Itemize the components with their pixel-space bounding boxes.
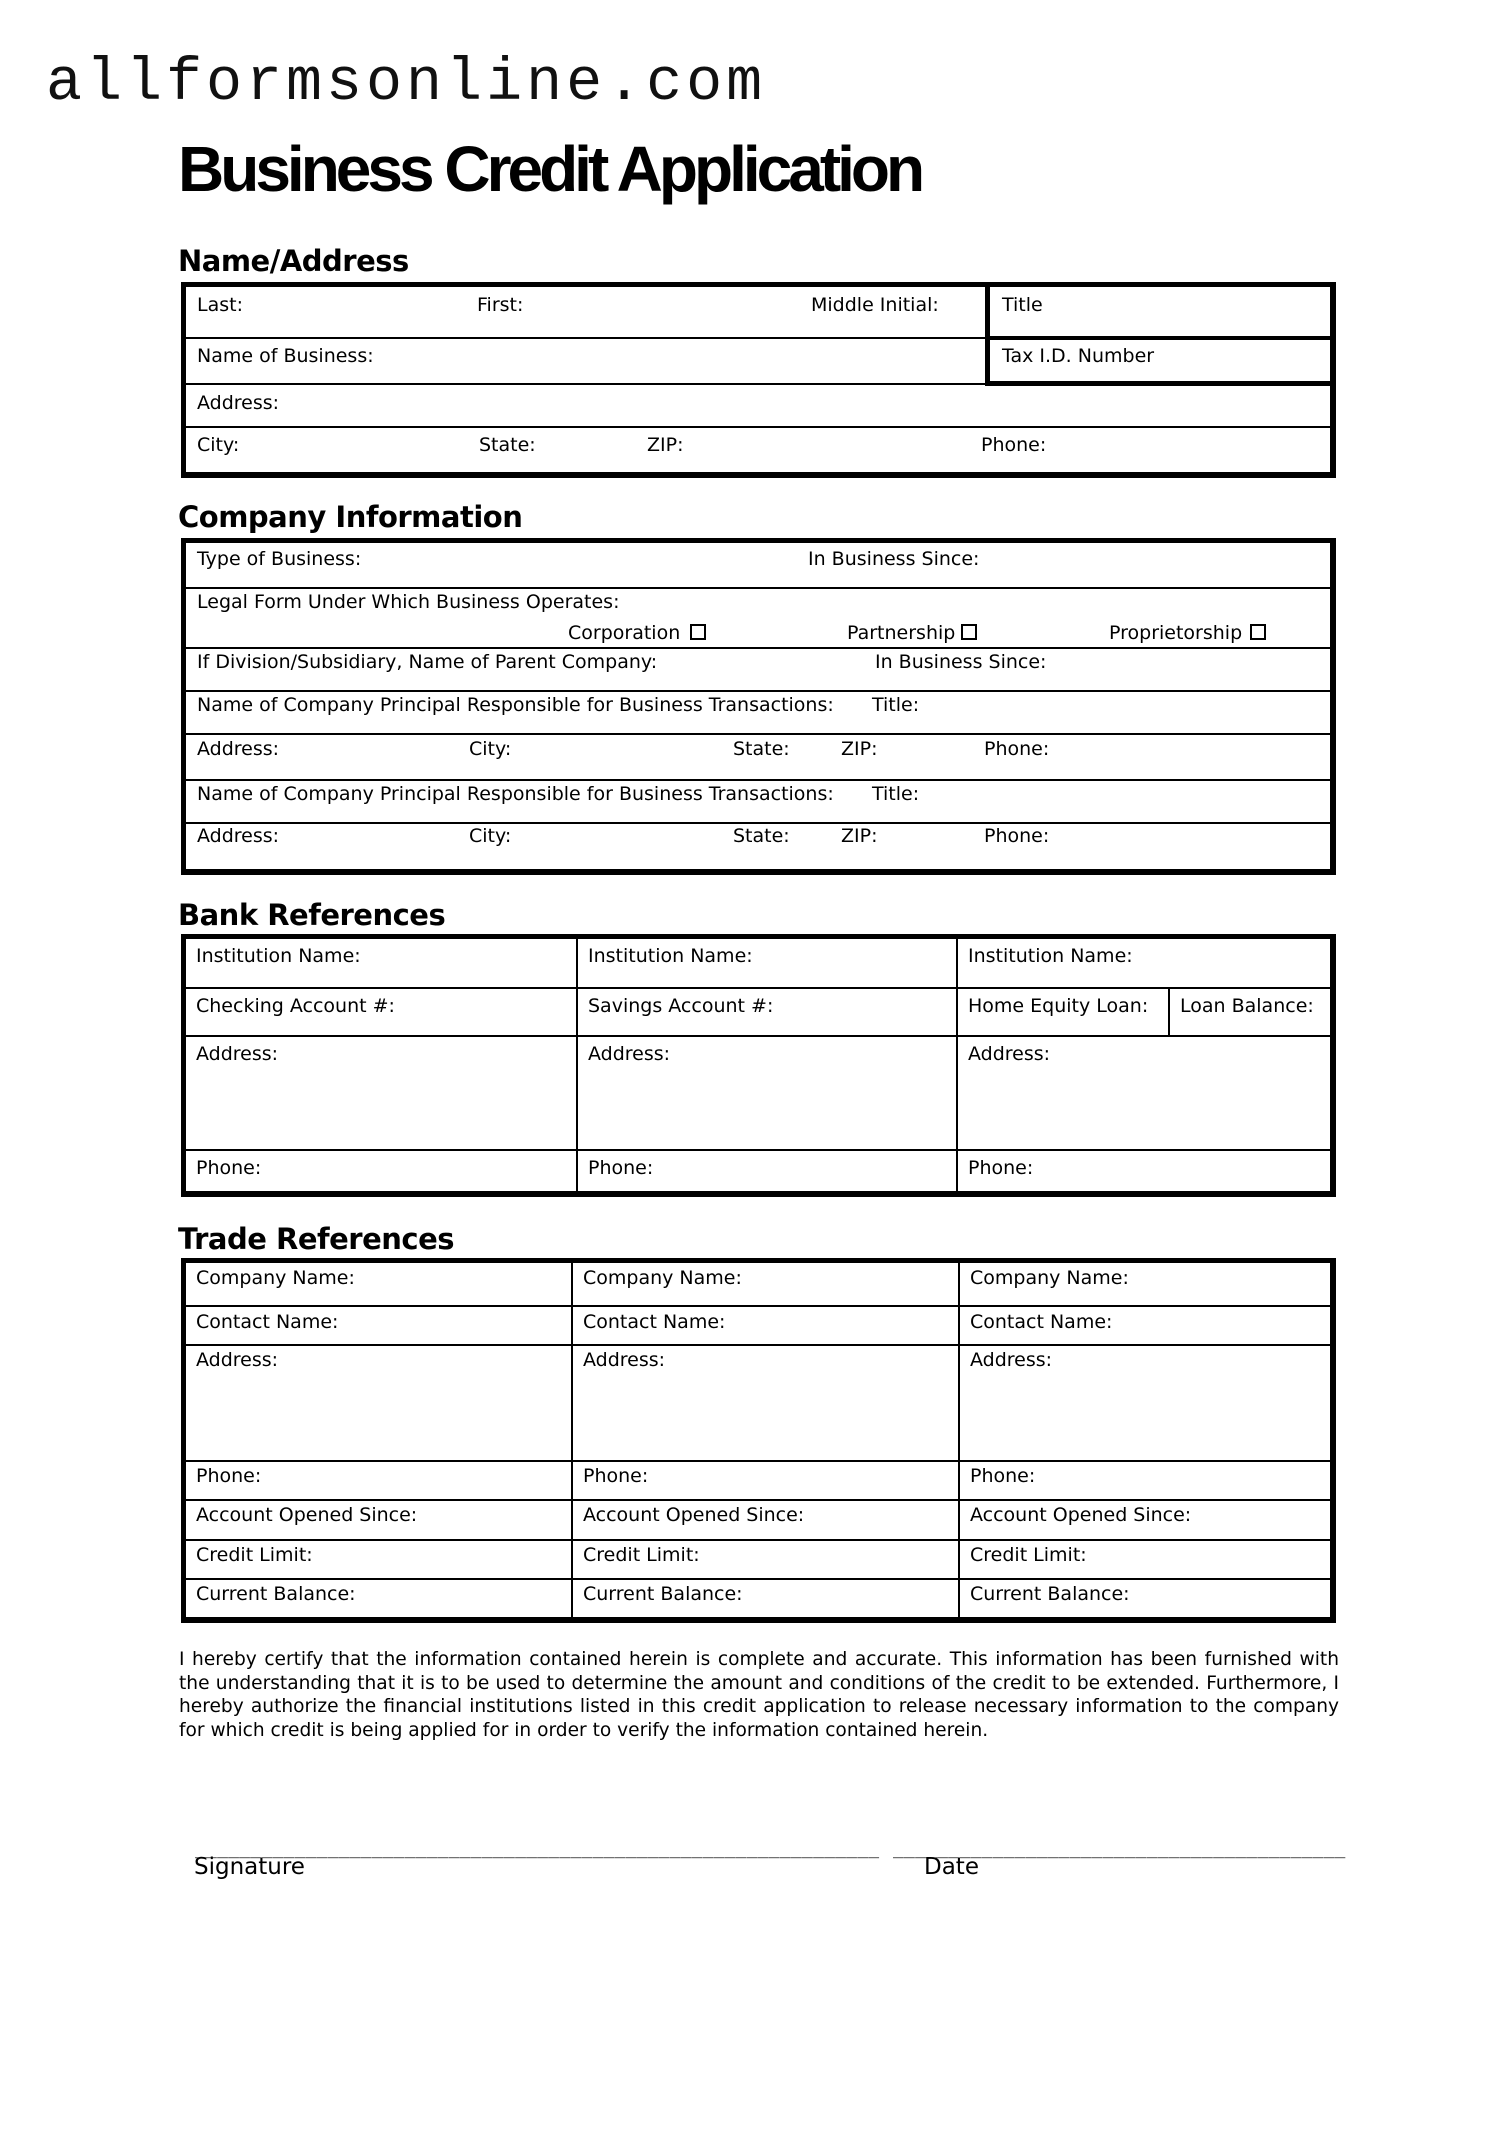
trade-2-contact[interactable] — [573, 1307, 960, 1346]
trade-3-contact-label: Contact Name: — [970, 1311, 1113, 1333]
bank-2-address-label: Address: — [588, 1043, 671, 1065]
principal-2-address-field[interactable]: Address: — [197, 825, 280, 847]
phone-field[interactable]: Phone: — [981, 434, 1047, 456]
signature-label: Signature — [194, 1854, 305, 1880]
trade-2-company[interactable] — [573, 1263, 960, 1307]
type-of-business-field[interactable]: Type of Business: — [197, 548, 362, 570]
city-field[interactable]: City: — [197, 434, 240, 456]
trade-refs-section — [181, 1258, 1336, 1623]
bank-1-phone[interactable] — [186, 1151, 578, 1191]
tax-id-divider — [985, 337, 990, 385]
date-line[interactable]: _________________________________________ — [893, 1838, 1346, 1859]
company-info-heading: Company Information — [178, 500, 523, 534]
bank-1-address-label: Address: — [196, 1043, 279, 1065]
principal-2-state-field[interactable]: State: — [733, 825, 790, 847]
bank-3-phone-label: Phone: — [968, 1157, 1034, 1179]
trade-2-opened[interactable] — [573, 1501, 960, 1541]
trade-2-credit-limit-label: Credit Limit: — [583, 1544, 700, 1566]
trade-2-phone[interactable] — [573, 1462, 960, 1501]
trade-3-phone[interactable] — [960, 1462, 1330, 1501]
bank-1-checking[interactable] — [186, 989, 578, 1037]
bank-2-phone-label: Phone: — [588, 1157, 654, 1179]
bank-3-loan-balance-label: Loan Balance: — [1180, 995, 1314, 1017]
parent-since-field[interactable]: In Business Since: — [875, 651, 1047, 673]
proprietorship-option[interactable] — [1109, 622, 1266, 644]
trade-3-company[interactable] — [960, 1263, 1330, 1307]
trade-3-opened-label: Account Opened Since: — [970, 1504, 1192, 1526]
bank-refs-section — [181, 934, 1336, 1197]
certification-text: I hereby certify that the information contained herein is complete and accurate. This information has been furnished with the understanding that it is to be used to determine the amount and conditions of the credit to be extended. Furthermore, I hereby authorize the financial institutions listed in this credit application to release necessary information to the company for which credit is being applied for in order to verify the information contained herein. — [179, 1649, 1339, 1741]
trade-1-balance[interactable] — [186, 1580, 573, 1617]
principal-2-row — [186, 781, 1330, 824]
bank-3-institution[interactable] — [958, 939, 1330, 989]
trade-1-company[interactable] — [186, 1263, 573, 1307]
bank-3-home-equity-label: Home Equity Loan: — [968, 995, 1149, 1017]
partnership-checkbox[interactable] — [961, 624, 977, 640]
trade-1-address-label: Address: — [196, 1349, 279, 1371]
trade-2-balance[interactable] — [573, 1580, 960, 1617]
title-field[interactable]: Title — [1002, 294, 1043, 316]
company-info-section — [181, 538, 1336, 875]
watermark: allformsonline.com — [46, 50, 767, 118]
bank-1-checking-label: Checking Account #: — [196, 995, 395, 1017]
type-row — [186, 543, 1330, 589]
bank-1-address[interactable] — [186, 1037, 578, 1151]
title-divider — [985, 287, 990, 337]
bank-2-phone[interactable] — [578, 1151, 958, 1191]
form-title: Business Credit Application — [178, 133, 922, 205]
in-business-since-field[interactable]: In Business Since: — [808, 548, 980, 570]
bank-1-phone-label: Phone: — [196, 1157, 262, 1179]
bank-3-address-label: Address: — [968, 1043, 1051, 1065]
trade-2-balance-label: Current Balance: — [583, 1583, 743, 1605]
last-name-field[interactable]: Last: — [197, 294, 243, 316]
principal-1-phone-field[interactable]: Phone: — [984, 738, 1050, 760]
principal-1-row — [186, 692, 1330, 735]
business-name-row — [186, 339, 1330, 385]
name-address-section — [181, 282, 1336, 478]
tax-id-field[interactable]: Tax I.D. Number — [1002, 345, 1155, 367]
principal-2-zip-field[interactable]: ZIP: — [841, 825, 878, 847]
tax-id-top-rule — [985, 336, 1330, 340]
legal-form-row — [186, 589, 1330, 649]
bank-refs-heading: Bank References — [178, 898, 446, 932]
trade-1-credit-limit-label: Credit Limit: — [196, 1544, 313, 1566]
trade-3-credit-limit-label: Credit Limit: — [970, 1544, 1087, 1566]
name-row — [186, 287, 1330, 339]
trade-3-address-label: Address: — [970, 1349, 1053, 1371]
bank-3-phone[interactable] — [958, 1151, 1330, 1191]
trade-1-contact[interactable] — [186, 1307, 573, 1346]
legal-form-label: Legal Form Under Which Business Operates: — [197, 591, 620, 613]
bank-1-institution-label: Institution Name: — [196, 945, 361, 967]
trade-3-contact[interactable] — [960, 1307, 1330, 1346]
trade-1-address[interactable] — [186, 1346, 573, 1462]
trade-1-balance-label: Current Balance: — [196, 1583, 356, 1605]
principal-2-city-field[interactable]: City: — [469, 825, 512, 847]
trade-3-company-label: Company Name: — [970, 1267, 1129, 1289]
partnership-label: Partnership — [847, 622, 956, 644]
trade-3-credit-limit[interactable] — [960, 1541, 1330, 1580]
trade-1-opened[interactable] — [186, 1501, 573, 1541]
trade-2-contact-label: Contact Name: — [583, 1311, 726, 1333]
trade-3-address[interactable] — [960, 1346, 1330, 1462]
proprietorship-label: Proprietorship — [1109, 622, 1243, 644]
bank-2-address[interactable] — [578, 1037, 958, 1151]
trade-3-balance[interactable] — [960, 1580, 1330, 1617]
corporation-label: Corporation — [568, 622, 681, 644]
principal-1-field[interactable]: Name of Company Principal Responsible for Business Transactions: — [197, 694, 834, 716]
trade-1-phone[interactable] — [186, 1462, 573, 1501]
principal-1-zip-field[interactable]: ZIP: — [841, 738, 878, 760]
principal-1-title-field[interactable]: Title: — [872, 694, 920, 716]
bank-2-institution[interactable] — [578, 939, 958, 989]
state-field[interactable]: State: — [479, 434, 536, 456]
principal-2-phone-field[interactable]: Phone: — [984, 825, 1050, 847]
trade-2-address[interactable] — [573, 1346, 960, 1462]
trade-1-contact-label: Contact Name: — [196, 1311, 339, 1333]
business-name-field[interactable]: Name of Business: — [197, 345, 374, 367]
trade-1-phone-label: Phone: — [196, 1465, 262, 1487]
trade-refs-heading: Trade References — [178, 1222, 455, 1256]
principal-2-address-row — [186, 824, 1330, 869]
zip-field[interactable]: ZIP: — [647, 434, 684, 456]
address-row — [186, 385, 1330, 428]
trade-2-credit-limit[interactable] — [573, 1541, 960, 1580]
first-name-field[interactable]: First: — [477, 294, 524, 316]
trade-1-opened-label: Account Opened Since: — [196, 1504, 418, 1526]
city-row — [186, 428, 1330, 472]
parent-company-field[interactable]: If Division/Subsidiary, Name of Parent Company: — [197, 651, 658, 673]
bank-2-institution-label: Institution Name: — [588, 945, 753, 967]
principal-1-address-row — [186, 735, 1330, 781]
principal-1-address-field[interactable]: Address: — [197, 738, 280, 760]
address-field[interactable]: Address: — [197, 392, 280, 414]
corporation-checkbox[interactable] — [690, 624, 706, 640]
trade-2-address-label: Address: — [583, 1349, 666, 1371]
principal-2-title-field[interactable]: Title: — [872, 783, 920, 805]
proprietorship-checkbox[interactable] — [1250, 624, 1266, 640]
trade-2-company-label: Company Name: — [583, 1267, 742, 1289]
trade-3-opened[interactable] — [960, 1501, 1330, 1541]
parent-company-row — [186, 649, 1330, 692]
bank-1-institution[interactable] — [186, 939, 578, 989]
partnership-option[interactable] — [847, 622, 977, 644]
principal-2-field[interactable]: Name of Company Principal Responsible for Business Transactions: — [197, 783, 834, 805]
principal-1-state-field[interactable]: State: — [733, 738, 790, 760]
bank-2-savings-label: Savings Account #: — [588, 995, 774, 1017]
middle-initial-field[interactable]: Middle Initial: — [811, 294, 939, 316]
date-label: Date — [924, 1854, 979, 1880]
trade-1-company-label: Company Name: — [196, 1267, 355, 1289]
bank-3-home-equity[interactable] — [958, 989, 1170, 1037]
name-address-heading: Name/Address — [178, 244, 409, 278]
trade-1-credit-limit[interactable] — [186, 1541, 573, 1580]
trade-3-balance-label: Current Balance: — [970, 1583, 1130, 1605]
corporation-option[interactable] — [568, 622, 706, 644]
trade-3-phone-label: Phone: — [970, 1465, 1036, 1487]
bank-3-loan-balance[interactable] — [1170, 989, 1330, 1037]
principal-1-city-field[interactable]: City: — [469, 738, 512, 760]
bank-3-address[interactable] — [958, 1037, 1330, 1151]
trade-2-phone-label: Phone: — [583, 1465, 649, 1487]
bank-2-savings[interactable] — [578, 989, 958, 1037]
signature-line[interactable]: ______________________________________________________________ — [195, 1838, 880, 1859]
bank-3-institution-label: Institution Name: — [968, 945, 1133, 967]
trade-2-opened-label: Account Opened Since: — [583, 1504, 805, 1526]
